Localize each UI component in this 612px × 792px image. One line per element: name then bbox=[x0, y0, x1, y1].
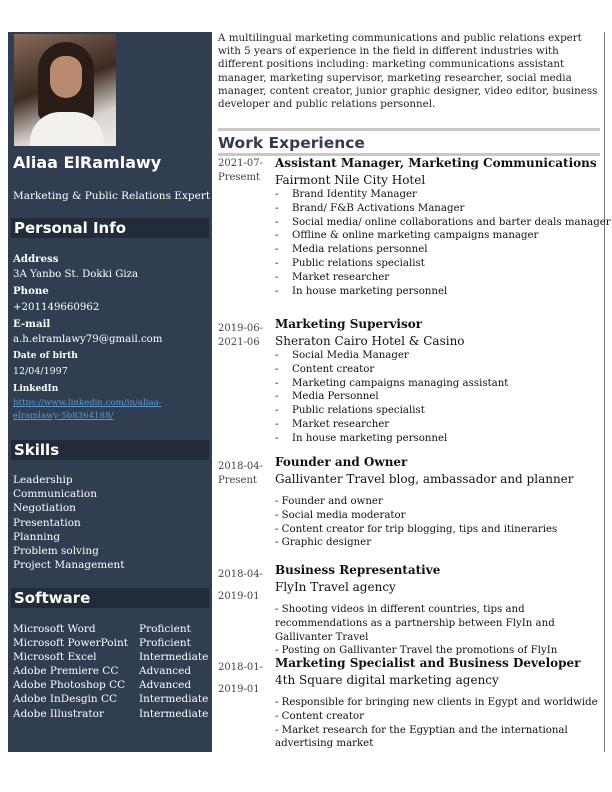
software-level: Proficient bbox=[139, 623, 191, 635]
job-title: Marketing Specialist and Business Developer bbox=[275, 656, 581, 670]
phone-value: +201149660962 bbox=[13, 301, 100, 313]
skill-item: Planning bbox=[13, 530, 61, 543]
duty-item: - Posting on Gallivanter Travel the promotions of FlyIn bbox=[275, 645, 558, 657]
duty-item: - Social media moderator bbox=[275, 509, 406, 521]
job-title: Founder and Owner bbox=[275, 455, 408, 469]
duty-item: - Offline & online marketing campaigns manager bbox=[275, 230, 539, 242]
skill-item: Presentation bbox=[13, 516, 81, 529]
software-name: Adobe Premiere CC bbox=[13, 665, 119, 678]
software-name: Microsoft PowerPoint bbox=[13, 637, 128, 650]
linkedin-link-line2[interactable]: elramlawy-5b8364188/ bbox=[13, 410, 114, 421]
profile-summary: A multilingual marketing communications and public relations expert with 5 years of experience in the field in different industries with different positions including: marketing communications assistant manager, marketing supervisor, marketing researcher, social media manager, content creator, junior graphic designer, video editor, business developer and public relations personnel. bbox=[218, 32, 598, 111]
duty-item: - Founder and owner bbox=[275, 496, 383, 507]
candidate-name: Aliaa ElRamlawy bbox=[13, 153, 162, 172]
duty-item: - Market researcher bbox=[275, 271, 390, 283]
software-item bbox=[13, 678, 209, 692]
duty-item: - In house marketing personnel bbox=[275, 285, 448, 297]
dob-value: 12/04/1997 bbox=[13, 366, 68, 378]
duty-item: - Social media/ online collaborations and barter deals manager bbox=[275, 216, 611, 228]
job-title: Marketing Supervisor bbox=[275, 317, 423, 331]
personal-info bbox=[13, 251, 162, 423]
duty-item: - Media Personnel bbox=[275, 391, 379, 403]
software-name: Microsoft Excel bbox=[13, 651, 97, 664]
software-level: Advanced bbox=[139, 665, 192, 678]
job-duties bbox=[275, 349, 508, 446]
duty-item: - Marketing campaigns managing assistant bbox=[275, 377, 509, 389]
job-company: Gallivanter Travel blog, ambassador and planner bbox=[275, 472, 574, 486]
software-item bbox=[13, 692, 209, 706]
duty-item: - Graphic designer bbox=[275, 537, 372, 549]
software-item bbox=[13, 650, 209, 664]
duty-item: - Market research for the Egyptian and the international advertising market bbox=[275, 724, 568, 750]
job-title: Business Representative bbox=[275, 563, 441, 577]
job-date: 2019-06- 2021-06 bbox=[218, 323, 263, 348]
job-date: 2018-01- 2019-01 bbox=[218, 662, 263, 695]
duty-item: - Brand Identity Manager bbox=[275, 189, 417, 200]
personal-info-heading: Personal Info bbox=[11, 218, 209, 238]
sidebar bbox=[8, 32, 212, 752]
job-company: Sheraton Cairo Hotel & Casino bbox=[275, 334, 465, 348]
software-item bbox=[13, 664, 209, 678]
job-duties bbox=[275, 495, 603, 550]
candidate-job-title: Marketing & Public Relations Expert bbox=[13, 190, 211, 202]
job-date: 2018-04- 2019-01 bbox=[218, 569, 263, 602]
linkedin-label: LinkedIn bbox=[13, 383, 59, 394]
software-name: Microsoft Word bbox=[13, 623, 96, 635]
address-label: Address bbox=[13, 253, 59, 265]
phone-label: Phone bbox=[13, 285, 49, 298]
job-duties bbox=[275, 188, 611, 298]
software-level: Advanced bbox=[139, 679, 192, 692]
software-item bbox=[13, 622, 209, 636]
software-level: Intermediate bbox=[139, 707, 209, 720]
duty-item: - Public relations specialist bbox=[275, 257, 425, 269]
duty-item: - In house marketing personnel bbox=[275, 432, 448, 444]
skill-item: Communication bbox=[13, 488, 97, 501]
dob-label: Date of birth bbox=[13, 351, 78, 362]
linkedin-link-line1[interactable]: https://www.linkedin.com/in/aliaa- bbox=[13, 397, 162, 408]
profile-photo bbox=[14, 34, 116, 146]
job-company: 4th Square digital marketing agency bbox=[275, 673, 499, 687]
software-item bbox=[13, 707, 209, 721]
duty-item: - Shooting videos in different countries, tips and recommendations as a partnership between FlyIn and Gallivanter Travel bbox=[275, 604, 555, 643]
software-name: Adobe Illustrator bbox=[13, 707, 104, 720]
job-company: FlyIn Travel agency bbox=[275, 580, 396, 594]
job-duties bbox=[275, 696, 603, 751]
duty-item: - Brand/ F&B Activations Manager bbox=[275, 202, 465, 214]
software-heading: Software bbox=[11, 588, 209, 608]
software-name: Adobe Photoshop CC bbox=[13, 679, 126, 692]
address-value: 3A Yanbo St. Dokki Giza bbox=[13, 269, 139, 281]
duty-item: - Content creator bbox=[275, 363, 375, 375]
duty-item: - Responsible for bringing new clients in Egypt and worldwide bbox=[275, 697, 598, 708]
main-content bbox=[214, 32, 611, 752]
job-date: 2018-04- Present bbox=[218, 461, 263, 486]
duty-item: - Social Media Manager bbox=[275, 350, 409, 361]
software-level: Proficient bbox=[139, 637, 191, 650]
work-experience-heading: Work Experience bbox=[218, 128, 600, 156]
skill-item: Problem solving bbox=[13, 545, 99, 558]
software-list bbox=[13, 622, 209, 721]
job-date: 2021-07- Presemt bbox=[218, 158, 263, 183]
skill-item: Negotiation bbox=[13, 502, 76, 515]
software-name: Adobe InDesgin CC bbox=[13, 693, 118, 706]
skill-item: Leadership bbox=[13, 474, 73, 486]
software-level: Intermediate bbox=[139, 693, 209, 706]
skills-heading: Skills bbox=[11, 440, 209, 460]
skills-list bbox=[13, 473, 124, 572]
duty-item: - Content creator for trip blogging, tips and itineraries bbox=[275, 523, 558, 535]
skill-item: Project Management bbox=[13, 559, 125, 572]
duty-item: - Market researcher bbox=[275, 418, 390, 430]
job-title: Assistant Manager, Marketing Communications bbox=[275, 156, 597, 170]
software-item bbox=[13, 636, 209, 650]
duty-item: - Content creator bbox=[275, 710, 364, 722]
duty-item: - Media relations personnel bbox=[275, 244, 428, 256]
duty-item: - Public relations specialist bbox=[275, 405, 425, 417]
job-company: Fairmont Nile City Hotel bbox=[275, 173, 426, 187]
email-label: E-mail bbox=[13, 317, 51, 330]
software-level: Intermediate bbox=[139, 651, 209, 664]
job-duties bbox=[275, 603, 603, 658]
email-value: a.h.elramlawy79@gmail.com bbox=[13, 334, 163, 346]
